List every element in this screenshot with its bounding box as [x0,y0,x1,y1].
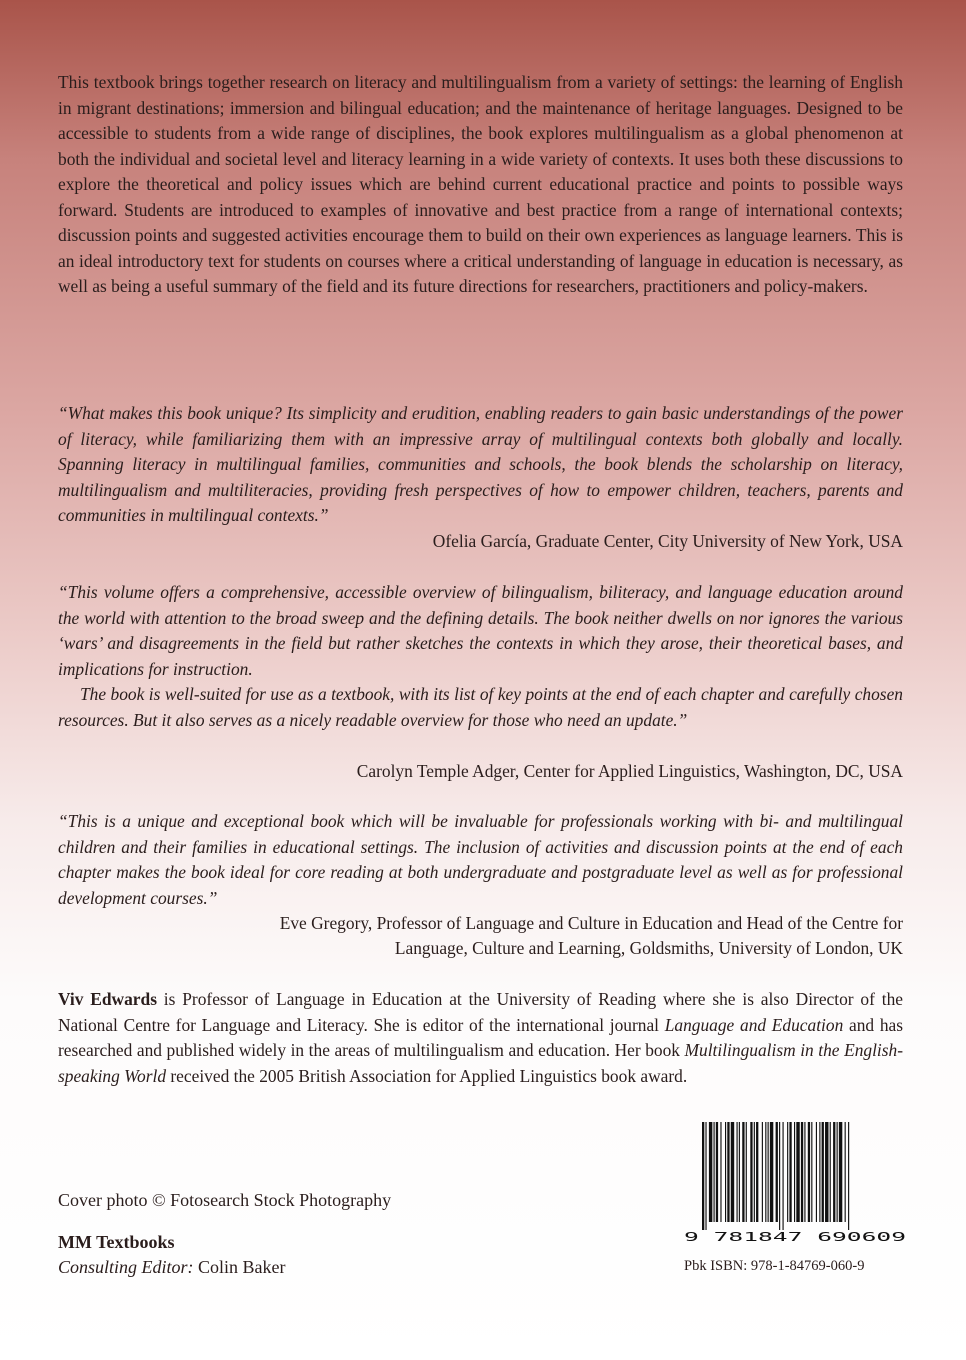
quote-garcia: “What makes this book unique? Its simplicity and erudition, enabling readers to gain basic understandings of the power of literacy, while familiarizing them with an impressive array of multilingual contexts both globally and locally. Spanning literacy in multilingual families, communities and schools, the book blends the scholarship on literacy, multilingualism and multiliteracies, providing fresh perspectives of how to empower children, teachers, parents and communities in multilingual contexts.” [58,403,903,525]
barcode-bar [801,1122,803,1222]
quote-adger-part2: The book is well-suited for use as a textbook, with its list of key points at the end of each chapter and carefully chosen resources. But it also serves as a nicely readable overview for those who need an update.” [58,684,903,730]
barcode-bar [702,1122,704,1230]
author-bio-text-3: received the 2005 British Association for Applied Linguistics book award. [166,1065,688,1086]
barcode-bar [709,1122,712,1222]
barcode-bar [839,1122,842,1222]
quote-gregory: “This is a unique and exceptional book which will be invaluable for professionals working with bi- and multilingual children and their families in educational settings. The inclusion of activities and discussion points at the end of each chapter makes the book ideal for core reading at both undergraduate and postgraduate level as well as for professional development courses.” [58,811,903,908]
barcode-bar [714,1122,715,1222]
barcode-bar [811,1122,812,1222]
barcode-bar [845,1122,846,1222]
consulting-editor [58,1255,286,1279]
barcode-bar [756,1122,758,1222]
barcode-bar [720,1122,721,1222]
editor-name: Colin Baker [193,1257,286,1277]
author-name: Viv Edwards [58,989,157,1009]
barcode-bar [725,1122,726,1222]
barcode-bar [808,1122,810,1222]
barcode-bar [737,1122,738,1222]
barcode-bar [783,1122,784,1230]
author-bio-text-1: is Professor of Language in Education at the University of Reading where she is also Director of the National Centre for Language and Literacy. She is editor of the international journal [58,989,903,1035]
editor-label: Consulting Editor: [58,1257,194,1277]
attribution-gregory-line1: Eve Gregory, Professor of Language and Culture in Education and Head of the Centre for [279,913,903,933]
barcode-bar [765,1122,766,1222]
cover-photo-credit: Cover photo © Fotosearch Stock Photography [58,1190,392,1210]
barcode-bar [794,1122,795,1222]
series-name [58,1230,175,1254]
author-bio [58,987,903,1089]
isbn-text: Pbk ISBN: 978-1-84769-060-9 [684,1258,865,1274]
barcode-bar [819,1122,820,1222]
barcode-bar [833,1122,835,1222]
barcode-bar [705,1122,706,1230]
barcode-bar [754,1122,755,1222]
barcode-bar [796,1122,799,1222]
barcode-bar [739,1122,740,1222]
barcode-bar [716,1122,718,1222]
barcode-bar [742,1122,744,1222]
description-paragraph: This textbook brings together research on literacy and multilingualism from a variety of settings: the learning of English in migrant destinations; immersion and bilingual education; and the maintenance of heritage languages. Designed to be accessible to students from a wide range of disciplines, the book explores multilingualism as a global phenomenon at both the individual and societal level and literacy learning in a wide variety of contexts. It uses both these discussions to explore the theoretical and policy issues which are behind current educational practice and points to possible ways forward. Students are introduced to examples of innovative and best practice from a range of international contexts; discussion points and suggested activities encourage them to build on their own experiences as language learners. This is an ideal introductory text for students on courses where a critical understanding of language in education is necessary, as well as being a useful summary of the field and its future directions for researchers, practitioners and policy-makers. [58,72,903,296]
attribution-adger: Carolyn Temple Adger, Center for Applied Linguistics, Washington, DC, USA [356,761,903,781]
barcode-bar [789,1122,791,1222]
isbn-barcode [684,1122,906,1246]
barcode-digits: 9 781847 690609 [684,1229,906,1244]
barcode-bar [804,1122,805,1222]
barcode-bar [848,1122,849,1230]
barcode-bar [750,1122,752,1222]
journal-title: Language and Education [664,1014,844,1035]
barcode-bar [768,1122,769,1222]
book-title: Multilingualism in the English-speaking World [58,1040,904,1086]
attribution-gregory-line2: Language, Culture and Learning, Goldsmiths, University of London, UK [394,938,903,958]
author-bio-text-2: and has researched and published widely in the areas of multilingualism and education. Her book [58,1014,903,1060]
barcode-bar [770,1122,773,1222]
quote-adger-part1: “This volume offers a comprehensive, accessible overview of bilingualism, biliteracy, and language education around the world with attention to the broad sweep and the defining details. The book neither dwells on nor ignores the various ‘wars’ and disagreements in the field but rather sketches the contexts in which they arose, their theoretical bases, and implications for instruction. [58,582,903,679]
barcode-bar [731,1122,734,1222]
attribution-garcia: Ofelia García, Graduate Center, City University of New York, USA [432,531,903,551]
barcode-bar [746,1122,747,1222]
barcode-bar [762,1122,763,1222]
barcode-bar [822,1122,824,1222]
barcode-bar [727,1122,729,1222]
barcode-bar [776,1122,778,1222]
barcode-bar [830,1122,831,1222]
barcode-bar [825,1122,828,1222]
series-label: MM Textbooks [58,1232,175,1252]
barcode-bar [837,1122,838,1222]
barcode-bar [816,1122,817,1222]
barcode-bar [779,1122,780,1230]
barcode-bar [787,1122,788,1222]
